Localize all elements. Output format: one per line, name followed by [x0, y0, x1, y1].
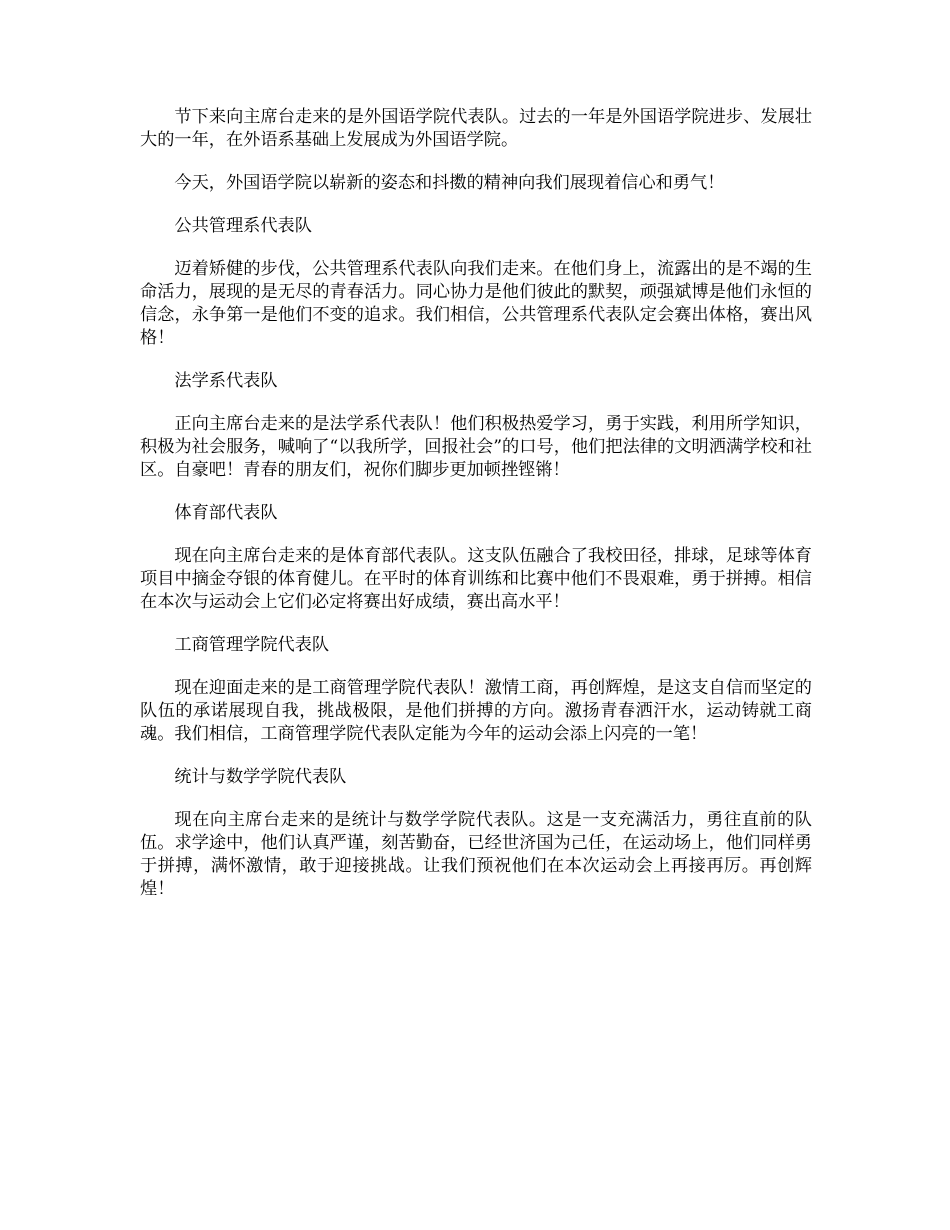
paragraph-statistics-math: 现在向主席台走来的是统计与数学学院代表队。这是一支充满活力，勇往直前的队伍。求学途中，他们认真严谨，刻苦勤奋，已经世济国为己任，在运动场上，他们同样勇于拼搏，满怀激情，敢于迎接挑战。让我们预祝他们在本次运动会上再接再厉。再创辉煌！	[140, 810, 812, 899]
heading-sports: 体育部代表队	[174, 503, 278, 523]
paragraph-law: 正向主席台走来的是法学系代表队！他们积极热爱学习，勇于实践，利用所学知识，积极为社会服务，喊响了“以我所学，回报社会”的口号，他们把法律的文明洒满学校和社区。自豪吧！青春的朋友们，祝你们脚步更加顿挫铿锵！	[140, 414, 812, 480]
heading-law: 法学系代表队	[174, 371, 278, 391]
paragraph-foreign-languages-intro: 节下来向主席台走来的是外国语学院代表队。过去的一年是外国语学院进步、发展壮大的一年，在外语系基础上发展成为外国语学院。	[140, 107, 812, 150]
heading-business-management: 工商管理学院代表队	[174, 635, 330, 655]
heading-public-management: 公共管理系代表队	[174, 216, 312, 236]
document-body	[140, 106, 812, 921]
paragraph-public-management: 迈着矫健的步伐，公共管理系代表队向我们走来。在他们身上，流露出的是不竭的生命活力，展现的是无尽的青春活力。同心协力是他们彼此的默契，顽强斌博是他们永恒的信念，永争第一是他们不变的追求。我们相信，公共管理系代表队定会赛出体格，赛出风格！	[140, 259, 812, 348]
heading-statistics-math: 统计与数学学院代表队	[174, 767, 347, 787]
paragraph-business-management: 现在迎面走来的是工商管理学院代表队！激情工商，再创辉煌，是这支自信而坚定的队伍的承诺展现自我，挑战极限，是他们拼搏的方向。激扬青春洒汗水，运动铸就工商魂。我们相信，工商管理学院代表队定能为今年的运动会添上闪亮的一笔！	[140, 678, 812, 744]
paragraph-sports: 现在向主席台走来的是体育部代表队。这支队伍融合了我校田径，排球，足球等体育项目中摘金夺银的体育健儿。在平时的体育训练和比赛中他们不畏艰难，勇于拼搏。相信在本次与运动会上它们必定将赛出好成绩，赛出高水平！	[140, 546, 812, 612]
paragraph-foreign-languages-spirit: 今天，外国语学院以崭新的姿态和抖擞的精神向我们展现着信心和勇气！	[174, 173, 725, 193]
